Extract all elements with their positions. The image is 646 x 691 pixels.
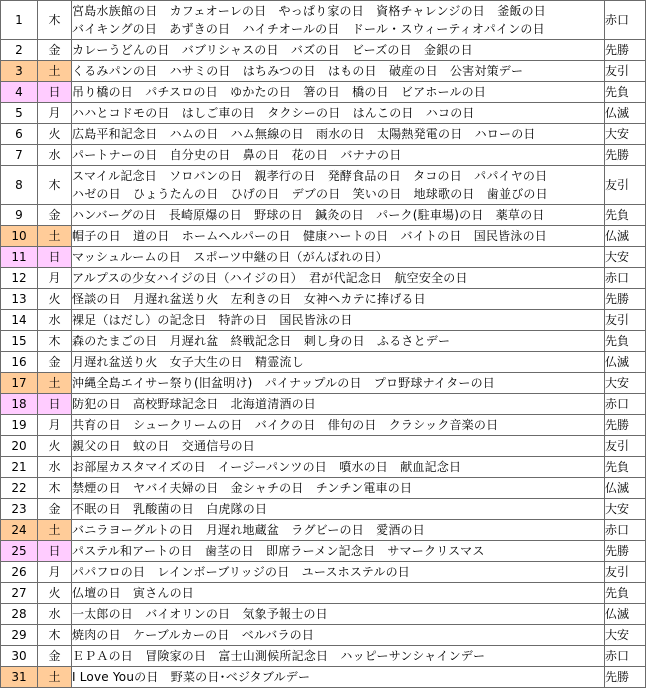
rokuyo-cell: 赤口: [605, 646, 646, 667]
day-number-cell: 22: [1, 478, 38, 499]
day-number-cell: 11: [1, 247, 38, 268]
rokuyo-cell: 大安: [605, 625, 646, 646]
day-number-cell: 2: [1, 40, 38, 61]
calendar-body: [1, 1, 646, 688]
weekday-cell: 火: [38, 436, 72, 457]
weekday-cell: 火: [38, 583, 72, 604]
events-cell: [72, 457, 605, 478]
event-line: 沖縄全島エイサー祭り(旧盆明け) パイナップルの日 プロ野球ナイターの日: [72, 376, 496, 390]
event-line: パパフロの日 レインボーブリッジの日 ユースホステルの日: [72, 565, 411, 579]
events-cell: [72, 166, 605, 205]
day-number-cell: 18: [1, 394, 38, 415]
events-cell: [72, 394, 605, 415]
day-number-cell: 5: [1, 103, 38, 124]
events-cell: [72, 520, 605, 541]
table-row: [1, 562, 646, 583]
table-row: [1, 625, 646, 646]
weekday-cell: 火: [38, 124, 72, 145]
event-line: 親父の日 蚊の日 交通信号の日: [72, 439, 256, 453]
events-cell: [72, 331, 605, 352]
table-row: [1, 82, 646, 103]
rokuyo-cell: 仏滅: [605, 226, 646, 247]
rokuyo-cell: 大安: [605, 499, 646, 520]
table-row: [1, 541, 646, 562]
rokuyo-cell: 大安: [605, 124, 646, 145]
table-row: [1, 1, 646, 40]
events-cell: [72, 373, 605, 394]
events-cell: [72, 352, 605, 373]
weekday-cell: 水: [38, 604, 72, 625]
day-number-cell: 9: [1, 205, 38, 226]
event-line: ハハとコドモの日 はしご車の日 タクシーの日 はんこの日 ハコの日: [72, 106, 475, 120]
rokuyo-cell: 先勝: [605, 289, 646, 310]
day-number-cell: 3: [1, 61, 38, 82]
rokuyo-cell: 友引: [605, 166, 646, 205]
table-row: [1, 604, 646, 625]
weekday-cell: 月: [38, 103, 72, 124]
event-line: くるみパンの日 ハサミの日 はちみつの日 はもの日 破産の日 公害対策デー: [72, 64, 524, 78]
day-number-cell: 16: [1, 352, 38, 373]
weekday-cell: 木: [38, 478, 72, 499]
day-number-cell: 6: [1, 124, 38, 145]
rokuyo-cell: 友引: [605, 562, 646, 583]
events-cell: [72, 145, 605, 166]
day-number-cell: 13: [1, 289, 38, 310]
events-cell: [72, 268, 605, 289]
table-row: [1, 520, 646, 541]
event-line: 広島平和記念日 ハムの日 ハム無線の日 雨水の日 太陽熱発電の日 ハローの日: [72, 127, 536, 141]
events-cell: [72, 226, 605, 247]
event-line: 月遅れ盆送り火 女子大生の日 精霊流し: [72, 355, 304, 369]
rokuyo-cell: 赤口: [605, 394, 646, 415]
events-cell: [72, 436, 605, 457]
weekday-cell: 木: [38, 166, 72, 205]
weekday-cell: 金: [38, 40, 72, 61]
table-row: [1, 166, 646, 205]
table-row: [1, 499, 646, 520]
rokuyo-cell: 先勝: [605, 145, 646, 166]
day-number-cell: 8: [1, 166, 38, 205]
event-line: 焼肉の日 ケーブルカーの日 ベルバラの日: [72, 628, 315, 642]
day-number-cell: 17: [1, 373, 38, 394]
day-number-cell: 31: [1, 667, 38, 688]
rokuyo-cell: 先負: [605, 82, 646, 103]
event-line: I Love Youの日 野菜の日･ベジタブルデー: [72, 670, 311, 684]
events-cell: [72, 667, 605, 688]
rokuyo-cell: 先勝: [605, 415, 646, 436]
event-line: 森のたまごの日 月遅れ盆 終戦記念日 刺し身の日 ふるさとデー: [72, 334, 451, 348]
weekday-cell: 日: [38, 82, 72, 103]
event-line: 仏壇の日 寅さんの日: [72, 586, 195, 600]
table-row: [1, 145, 646, 166]
rokuyo-cell: 先負: [605, 331, 646, 352]
events-cell: [72, 61, 605, 82]
day-number-cell: 26: [1, 562, 38, 583]
rokuyo-cell: 先勝: [605, 541, 646, 562]
event-line: 禁煙の日 ヤバイ夫婦の日 金シャチの日 チンチン電車の日: [72, 481, 413, 495]
events-cell: [72, 1, 605, 40]
events-cell: [72, 562, 605, 583]
events-cell: [72, 583, 605, 604]
event-line: 一太郎の日 バイオリンの日 気象予報士の日: [72, 607, 328, 621]
event-line: スマイル記念日 ソロバンの日 親孝行の日 発酵食品の日 タコの日 パパイヤの日: [72, 169, 548, 183]
rokuyo-cell: 先勝: [605, 40, 646, 61]
event-line: 吊り橋の日 パチスロの日 ゆかたの日 箸の日 橋の日 ビアホールの日: [72, 85, 487, 99]
events-cell: [72, 478, 605, 499]
weekday-cell: 月: [38, 415, 72, 436]
weekday-cell: 金: [38, 499, 72, 520]
events-cell: [72, 625, 605, 646]
rokuyo-cell: 仏滅: [605, 352, 646, 373]
table-row: [1, 61, 646, 82]
table-row: [1, 310, 646, 331]
rokuyo-cell: 仏滅: [605, 103, 646, 124]
event-line: ハゼの日 ひょうたんの日 ひげの日 デブの日 笑いの日 地球歌の日 歯並びの日: [72, 187, 548, 201]
weekday-cell: 木: [38, 625, 72, 646]
weekday-cell: 水: [38, 457, 72, 478]
events-cell: [72, 646, 605, 667]
weekday-cell: 木: [38, 1, 72, 40]
rokuyo-cell: 先勝: [605, 667, 646, 688]
rokuyo-cell: 友引: [605, 436, 646, 457]
weekday-cell: 水: [38, 310, 72, 331]
weekday-cell: 日: [38, 541, 72, 562]
events-cell: [72, 205, 605, 226]
weekday-cell: 火: [38, 289, 72, 310]
day-number-cell: 21: [1, 457, 38, 478]
day-number-cell: 25: [1, 541, 38, 562]
weekday-cell: 月: [38, 268, 72, 289]
event-line: カレーうどんの日 バブリシャスの日 バズの日 ビーズの日 金銀の日: [72, 43, 473, 57]
table-row: [1, 205, 646, 226]
event-line: バニラヨーグルトの日 月遅れ地蔵盆 ラグビーの日 愛酒の日: [72, 523, 425, 537]
events-cell: [72, 310, 605, 331]
table-row: [1, 436, 646, 457]
day-number-cell: 20: [1, 436, 38, 457]
day-number-cell: 27: [1, 583, 38, 604]
rokuyo-cell: 仏滅: [605, 604, 646, 625]
day-number-cell: 19: [1, 415, 38, 436]
event-line: お部屋カスタマイズの日 イージーパンツの日 噴水の日 献血記念日: [72, 460, 462, 474]
table-row: [1, 103, 646, 124]
table-row: [1, 268, 646, 289]
table-row: [1, 457, 646, 478]
weekday-cell: 日: [38, 247, 72, 268]
table-row: [1, 667, 646, 688]
day-number-cell: 1: [1, 1, 38, 40]
table-row: [1, 646, 646, 667]
event-line: パートナーの日 自分史の日 鼻の日 花の日 バナナの日: [72, 148, 402, 162]
event-line: 防犯の日 高校野球記念日 北海道清酒の日: [72, 397, 317, 411]
events-cell: [72, 82, 605, 103]
day-number-cell: 30: [1, 646, 38, 667]
rokuyo-cell: 大安: [605, 247, 646, 268]
rokuyo-cell: 先負: [605, 205, 646, 226]
weekday-cell: 月: [38, 562, 72, 583]
events-cell: [72, 103, 605, 124]
events-cell: [72, 124, 605, 145]
event-line: ハンバーグの日 長崎原爆の日 野球の日 鍼灸の日 パーク(駐車場)の日 薬草の日: [72, 208, 545, 222]
events-cell: [72, 289, 605, 310]
event-line: アルプスの少女ハイジの日（ハイジの日） 君が代記念日 航空安全の日: [72, 271, 468, 285]
table-row: [1, 289, 646, 310]
weekday-cell: 金: [38, 352, 72, 373]
rokuyo-cell: 先負: [605, 457, 646, 478]
weekday-cell: 土: [38, 520, 72, 541]
table-row: [1, 415, 646, 436]
weekday-cell: 土: [38, 226, 72, 247]
table-row: [1, 373, 646, 394]
weekday-cell: 水: [38, 145, 72, 166]
rokuyo-cell: 赤口: [605, 268, 646, 289]
weekday-cell: 土: [38, 667, 72, 688]
table-row: [1, 124, 646, 145]
event-line: 帽子の日 道の日 ホームヘルパーの日 健康ハートの日 バイトの日 国民皆泳の日: [72, 229, 547, 243]
day-number-cell: 12: [1, 268, 38, 289]
day-number-cell: 10: [1, 226, 38, 247]
rokuyo-cell: 赤口: [605, 1, 646, 40]
table-row: [1, 478, 646, 499]
day-number-cell: 28: [1, 604, 38, 625]
weekday-cell: 金: [38, 205, 72, 226]
events-cell: [72, 604, 605, 625]
table-row: [1, 247, 646, 268]
day-number-cell: 4: [1, 82, 38, 103]
events-cell: [72, 415, 605, 436]
event-line: 宮島水族館の日 カフェオーレの日 やっぱり家の日 資格チャレンジの日 釜飯の日: [72, 4, 547, 18]
weekday-cell: 土: [38, 61, 72, 82]
weekday-cell: 金: [38, 646, 72, 667]
weekday-cell: 土: [38, 373, 72, 394]
rokuyo-cell: 先負: [605, 583, 646, 604]
table-row: [1, 394, 646, 415]
events-cell: [72, 247, 605, 268]
event-line: 怪談の日 月遅れ盆送り火 左利きの日 女神ヘカテに捧げる日: [72, 292, 426, 306]
day-number-cell: 7: [1, 145, 38, 166]
rokuyo-cell: 赤口: [605, 520, 646, 541]
event-line: 裸足（はだし）の記念日 特許の日 国民皆泳の日: [72, 313, 353, 327]
table-row: [1, 331, 646, 352]
event-line: パステル和アートの日 歯茎の日 即席ラーメン記念日 サマークリスマス: [72, 544, 485, 558]
rokuyo-cell: 友引: [605, 61, 646, 82]
events-cell: [72, 40, 605, 61]
table-row: [1, 226, 646, 247]
day-number-cell: 23: [1, 499, 38, 520]
rokuyo-cell: 大安: [605, 373, 646, 394]
weekday-cell: 日: [38, 394, 72, 415]
event-line: 共育の日 シュークリームの日 バイクの日 俳句の日 クラシック音楽の日: [72, 418, 499, 432]
event-line: バイキングの日 あずきの日 ハイチオールの日 ドール・スウィーティオパインの日: [72, 22, 545, 36]
weekday-cell: 木: [38, 331, 72, 352]
event-line: マッシュルームの日 スポーツ中継の日（がんばれの日）: [72, 250, 389, 264]
table-row: [1, 583, 646, 604]
table-row: [1, 40, 646, 61]
day-number-cell: 24: [1, 520, 38, 541]
events-cell: [72, 499, 605, 520]
events-cell: [72, 541, 605, 562]
day-number-cell: 15: [1, 331, 38, 352]
day-number-cell: 14: [1, 310, 38, 331]
rokuyo-cell: 仏滅: [605, 478, 646, 499]
table-row: [1, 352, 646, 373]
day-number-cell: 29: [1, 625, 38, 646]
event-line: ＥＰＡの日 冒険家の日 富士山測候所記念日 ハッピーサンシャインデー: [72, 649, 486, 663]
rokuyo-cell: 友引: [605, 310, 646, 331]
event-line: 不眠の日 乳酸菌の日 白虎隊の日: [72, 502, 268, 516]
